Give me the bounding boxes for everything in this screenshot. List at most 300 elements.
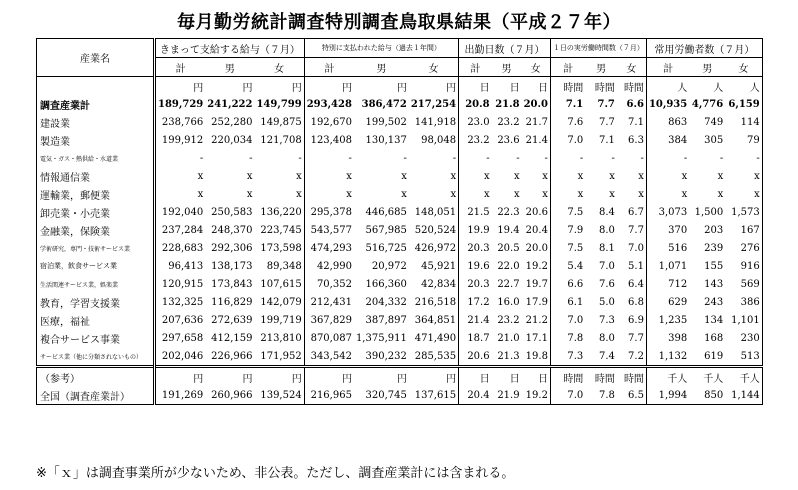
value-cell: 116,829	[211, 296, 253, 308]
table-row	[37, 113, 763, 131]
value-cell: 23.0	[467, 116, 490, 128]
value-cell: 107,615	[254, 275, 304, 293]
value-cell: 199,912	[155, 131, 206, 149]
unit-cell: 人	[725, 77, 762, 96]
value-cell: 7.8	[567, 332, 584, 344]
header-group: 出勤日数（７月）	[459, 39, 551, 58]
unit-cell: 時間	[594, 82, 615, 94]
header-sub: 女	[409, 58, 459, 77]
value-cell: 320,745	[354, 386, 409, 405]
value-cell: 98,048	[409, 131, 459, 149]
value-cell: 168	[704, 332, 724, 344]
value-cell: 202,046	[155, 347, 206, 367]
value-cell: x	[409, 167, 459, 185]
value-cell: 7.8	[585, 386, 617, 405]
header-group: １日の実労働時間数（７月）	[550, 39, 646, 58]
value-cell: 7.5	[567, 242, 584, 254]
table-row	[37, 275, 763, 293]
value-cell: 17.2	[467, 296, 490, 308]
value-cell: 386,472	[361, 98, 407, 110]
value-cell: 212,431	[310, 296, 352, 308]
header-sub: 計	[155, 58, 206, 77]
value-cell: 863	[668, 116, 688, 128]
value-cell: 223,745	[254, 221, 304, 239]
value-cell: 19.8	[522, 347, 551, 367]
value-cell: 21.2	[522, 311, 551, 329]
value-cell: 7.1	[598, 134, 615, 146]
value-cell: 367,829	[310, 314, 352, 326]
value-cell: 285,535	[409, 347, 459, 367]
row-label: 教育，学習支援業	[37, 293, 155, 311]
header-sub: 男	[205, 58, 254, 77]
value-cell: x	[246, 188, 253, 200]
value-cell: 513	[725, 347, 762, 367]
value-cell: 217,254	[409, 95, 459, 113]
value-cell: 446,685	[365, 206, 407, 218]
value-cell: 6.1	[567, 296, 584, 308]
value-cell: 22.7	[497, 278, 520, 290]
unit-cell: 千人	[689, 367, 725, 387]
value-cell: 7.6	[567, 116, 584, 128]
value-cell: x	[346, 188, 352, 200]
value-cell: 243	[704, 296, 724, 308]
value-cell: 619	[689, 347, 725, 367]
value-cell: 272,639	[211, 314, 253, 326]
unit-cell: 円	[409, 77, 459, 96]
value-cell: 166,360	[365, 278, 407, 290]
value-cell: -	[522, 149, 551, 167]
statistics-table	[36, 38, 763, 405]
value-cell: 474,293	[310, 242, 352, 254]
value-cell: 199,719	[254, 311, 304, 329]
unit-cell: 日	[509, 82, 520, 94]
value-cell: 148,051	[409, 203, 459, 221]
value-cell: 136,220	[254, 203, 304, 221]
value-cell: 305	[704, 134, 724, 146]
value-cell: 132,325	[155, 293, 206, 311]
unit-cell: 日	[479, 82, 490, 94]
unit-cell: 日	[522, 77, 551, 96]
value-cell: 6,159	[725, 95, 762, 113]
value-cell: 5.0	[598, 296, 615, 308]
value-cell: 248,370	[211, 224, 253, 236]
value-cell: 230	[725, 329, 762, 347]
row-label: 建設業	[37, 113, 155, 131]
table-row	[37, 239, 763, 257]
value-cell: x	[513, 188, 520, 200]
value-cell: 7.0	[567, 314, 584, 326]
value-cell: 207,636	[155, 311, 206, 329]
unit-cell: 時間	[550, 367, 585, 387]
value-cell: 171,952	[254, 347, 304, 367]
value-cell: x	[725, 185, 762, 203]
value-cell: 173,843	[211, 278, 253, 290]
value-cell: 239	[704, 242, 724, 254]
value-cell: 20.4	[459, 386, 492, 405]
value-cell: 7.2	[617, 347, 647, 367]
value-cell: 173,598	[254, 239, 304, 257]
value-cell: x	[522, 185, 551, 203]
value-cell: 120,915	[155, 275, 206, 293]
value-cell: x	[617, 185, 647, 203]
value-cell: 1,994	[646, 386, 689, 405]
value-cell: 42,834	[409, 275, 459, 293]
value-cell: 520,524	[409, 221, 459, 239]
value-cell: 21.0	[497, 332, 520, 344]
value-cell: 543,577	[310, 224, 352, 236]
value-cell: x	[609, 188, 615, 200]
value-cell: x	[401, 170, 407, 182]
header-sub: 計	[550, 58, 585, 77]
value-cell: 7.7	[617, 329, 647, 347]
row-label: 製造業	[37, 131, 155, 149]
header-sub: 男	[689, 58, 725, 77]
value-cell: 276	[725, 239, 762, 257]
value-cell: 6.6	[617, 95, 647, 113]
value-cell: 23.2	[497, 314, 520, 326]
value-cell: 22.3	[497, 206, 520, 218]
value-cell: 6.8	[617, 293, 647, 311]
value-cell: 89,348	[254, 257, 304, 275]
value-cell: 21.7	[522, 113, 551, 131]
value-cell: 712	[668, 278, 688, 290]
value-cell: -	[155, 149, 206, 167]
value-cell: 192,670	[310, 116, 352, 128]
unit-cell: 時間	[585, 367, 617, 387]
value-cell: 3,073	[658, 206, 688, 218]
value-cell: x	[155, 167, 206, 185]
row-label: 電気・ガス・熱供給・水道業	[37, 149, 155, 167]
value-cell: 21.4	[522, 131, 551, 149]
value-cell: x	[483, 188, 490, 200]
value-cell: -	[683, 152, 688, 164]
value-cell: 138,173	[211, 260, 253, 272]
value-cell: 21.4	[467, 314, 490, 326]
value-cell: 134	[704, 314, 724, 326]
value-cell: 191,269	[155, 386, 206, 405]
unit-cell: 円	[409, 367, 459, 387]
value-cell: 19.9	[467, 224, 490, 236]
value-cell: 20.0	[522, 239, 551, 257]
value-cell: 7.0	[567, 134, 584, 146]
header-sub: 女	[725, 58, 762, 77]
table-row	[37, 221, 763, 239]
header-sub: 女	[522, 58, 551, 77]
value-cell: -	[403, 152, 407, 164]
value-cell: -	[486, 152, 490, 164]
value-cell: x	[254, 167, 304, 185]
value-cell: 4,776	[691, 98, 724, 110]
unit-cell: 円	[155, 77, 206, 96]
unit-cell: 円	[341, 82, 352, 94]
value-cell: 204,332	[365, 296, 407, 308]
unit-cell: 人	[677, 82, 688, 94]
value-cell: x	[346, 170, 352, 182]
value-cell: 16.0	[497, 296, 520, 308]
value-cell: 6.6	[567, 278, 584, 290]
value-cell: 45,921	[409, 257, 459, 275]
value-cell: x	[254, 185, 304, 203]
value-cell: 1,132	[646, 347, 689, 367]
unit-cell: 時間	[617, 77, 647, 96]
unit-cell: 円	[304, 367, 354, 387]
value-cell: 167	[725, 221, 762, 239]
value-cell: x	[246, 170, 253, 182]
value-cell: 516	[668, 242, 688, 254]
value-cell: 20.6	[522, 203, 551, 221]
value-cell: 199,502	[365, 116, 407, 128]
value-cell: 17.9	[522, 293, 551, 311]
value-cell: 216,965	[304, 386, 354, 405]
header-sub: 女	[254, 58, 304, 77]
value-cell: 20.3	[467, 242, 490, 254]
value-cell: 20.4	[522, 221, 551, 239]
header-group: きまって支給する給与（７月）	[155, 39, 305, 58]
value-cell: 1,375,911	[355, 332, 407, 344]
header-sub: 男	[354, 58, 409, 77]
value-cell: 149,875	[254, 113, 304, 131]
value-cell: 114	[725, 113, 762, 131]
value-cell: 916	[725, 257, 762, 275]
header-sub: 計	[459, 58, 492, 77]
value-cell: 189,729	[155, 95, 206, 113]
value-cell: x	[522, 167, 551, 185]
value-cell: 1,500	[694, 206, 724, 218]
value-cell: 10,935	[648, 98, 688, 110]
row-label: 学術研究，専門・技術サービス業	[37, 239, 155, 257]
row-label: 複合サービス事業	[37, 329, 155, 347]
value-cell: 203	[704, 224, 724, 236]
value-cell: 19.6	[467, 260, 490, 272]
value-cell: 870,087	[310, 332, 352, 344]
header-sub: 女	[617, 58, 647, 77]
value-cell: 19.7	[522, 275, 551, 293]
value-cell: -	[409, 149, 459, 167]
value-cell: x	[483, 170, 490, 182]
value-cell: 228,683	[155, 239, 206, 257]
value-cell: 241,222	[207, 98, 253, 110]
value-cell: 6.5	[617, 386, 647, 405]
unit-cell: 円	[396, 82, 407, 94]
value-cell: 412,159	[211, 332, 253, 344]
table-row	[37, 257, 763, 275]
value-cell: 70,352	[316, 278, 352, 290]
value-cell: x	[725, 167, 762, 185]
value-cell: 21.9	[492, 386, 522, 405]
value-cell: 8.0	[598, 224, 615, 236]
value-cell: 471,490	[409, 329, 459, 347]
row-label: 宿泊業，飲食サービス業	[37, 257, 155, 275]
value-cell: 20.6	[459, 347, 492, 367]
footnote: ※「ｘ」は調査事業所が少ないため、非公表。ただし、調査産業計には含まれる。	[36, 466, 515, 481]
value-cell: x	[717, 170, 724, 182]
value-cell: -	[725, 149, 762, 167]
row-label: 医療，福祉	[37, 311, 155, 329]
value-cell: 250,583	[211, 206, 253, 218]
value-cell: 7.7	[598, 116, 615, 128]
row-label: 生活関連サービス業，娯楽業	[37, 275, 155, 293]
value-cell: 142,079	[254, 293, 304, 311]
row-label: 金融業，保険業	[37, 221, 155, 239]
value-cell: 387,897	[365, 314, 407, 326]
value-cell: 121,708	[254, 131, 304, 149]
value-cell: 7.7	[597, 98, 615, 110]
table-row	[37, 293, 763, 311]
value-cell: 7.1	[617, 113, 647, 131]
value-cell: 23.2	[497, 116, 520, 128]
reference-row-label: 全国（調査産業計）	[37, 386, 155, 405]
value-cell: 220,034	[211, 134, 253, 146]
value-cell: x	[401, 188, 407, 200]
value-cell: 260,966	[205, 386, 254, 405]
unit-cell: 円	[242, 82, 253, 94]
value-cell: 192,040	[155, 203, 206, 221]
value-cell: 23.2	[467, 134, 490, 146]
value-cell: 390,232	[354, 347, 409, 367]
value-cell: x	[409, 185, 459, 203]
value-cell: 1,235	[658, 314, 688, 326]
value-cell: -	[249, 152, 253, 164]
header-sub: 計	[646, 58, 689, 77]
value-cell: 1,144	[725, 386, 762, 405]
value-cell: 237,284	[155, 221, 206, 239]
value-cell: x	[617, 167, 647, 185]
row-label: 卸売業・小売業	[37, 203, 155, 221]
value-cell: 364,851	[409, 311, 459, 329]
value-cell: -	[516, 152, 520, 164]
value-cell: 149,799	[254, 95, 304, 113]
value-cell: 21.8	[495, 98, 520, 110]
row-label: 情報通信業	[37, 167, 155, 185]
header-sub: 計	[304, 58, 354, 77]
value-cell: 21.3	[492, 347, 522, 367]
value-cell: 7.0	[550, 386, 585, 405]
value-cell: 292,306	[211, 242, 253, 254]
value-cell: 5.1	[617, 257, 647, 275]
value-cell: 7.0	[617, 239, 647, 257]
value-cell: 7.7	[617, 221, 647, 239]
value-cell: 7.3	[598, 314, 615, 326]
value-cell: 123,408	[310, 134, 352, 146]
header-sub: 男	[585, 58, 617, 77]
value-cell: 20.5	[497, 242, 520, 254]
blank-cell	[37, 77, 155, 96]
unit-cell: 時間	[617, 367, 647, 387]
value-cell: 8.1	[598, 242, 615, 254]
unit-cell: 円	[254, 77, 304, 96]
value-cell: 1,573	[725, 203, 762, 221]
value-cell: 343,542	[304, 347, 354, 367]
table-row	[37, 185, 763, 203]
header-group: 常用労働者数（７月）	[646, 39, 762, 58]
value-cell: 19.4	[497, 224, 520, 236]
row-label: 調査産業計	[37, 95, 155, 113]
value-cell: 20.8	[465, 98, 490, 110]
table-row	[37, 131, 763, 149]
value-cell: 7.5	[567, 206, 584, 218]
value-cell: 96,413	[155, 257, 206, 275]
value-cell: 17.1	[522, 329, 551, 347]
value-cell: 629	[668, 296, 688, 308]
value-cell: 226,966	[205, 347, 254, 367]
value-cell: 137,615	[409, 386, 459, 405]
value-cell: 252,280	[211, 116, 253, 128]
value-cell: 850	[689, 386, 725, 405]
value-cell: 7.3	[550, 347, 585, 367]
value-cell: x	[717, 188, 724, 200]
value-cell: 141,918	[409, 113, 459, 131]
value-cell: 7.0	[598, 260, 615, 272]
value-cell: 384	[668, 134, 688, 146]
value-cell: 8.0	[598, 332, 615, 344]
value-cell: 21.5	[467, 206, 490, 218]
value-cell: 1,071	[658, 260, 688, 272]
table-row	[37, 203, 763, 221]
value-cell: 18.7	[467, 332, 490, 344]
row-label: 運輸業，郵便業	[37, 185, 155, 203]
value-cell: 238,766	[155, 113, 206, 131]
reference-label: （参考）	[37, 367, 155, 387]
value-cell: 7.4	[585, 347, 617, 367]
value-cell: 5.4	[567, 260, 584, 272]
unit-cell: 円	[155, 367, 206, 387]
value-cell: 8.4	[598, 206, 615, 218]
value-cell: 516,725	[365, 242, 407, 254]
value-cell: x	[577, 170, 584, 182]
value-cell: 1,101	[725, 311, 762, 329]
value-cell: 7.1	[565, 98, 584, 110]
value-cell: x	[155, 185, 206, 203]
value-cell: 79	[725, 131, 762, 149]
unit-cell: 時間	[563, 82, 584, 94]
value-cell: 6.7	[617, 203, 647, 221]
value-cell: -	[579, 152, 584, 164]
value-cell: 398	[668, 332, 688, 344]
table-row	[37, 347, 763, 367]
value-cell: 19.2	[522, 386, 551, 405]
value-cell: x	[681, 188, 688, 200]
value-cell: 22.0	[497, 260, 520, 272]
value-cell: x	[609, 170, 615, 182]
value-cell: 7.6	[598, 278, 615, 290]
value-cell: 297,658	[155, 329, 206, 347]
value-cell: 20.3	[467, 278, 490, 290]
value-cell: 143	[704, 278, 724, 290]
value-cell: 23.6	[497, 134, 520, 146]
value-cell: -	[719, 152, 724, 164]
page-title: 毎月勤労統計調査特別調査鳥取県結果（平成２７年）	[177, 12, 621, 33]
value-cell: 293,428	[306, 98, 352, 110]
unit-cell: 千人	[725, 367, 762, 387]
value-cell: 19.2	[522, 257, 551, 275]
unit-cell: 日	[522, 367, 551, 387]
row-label: サービス業（他に分類されないもの）	[37, 347, 155, 367]
value-cell: 216,518	[409, 293, 459, 311]
value-cell: 567,985	[365, 224, 407, 236]
table-row	[37, 311, 763, 329]
value-cell: 130,137	[365, 134, 407, 146]
value-cell: 6.9	[617, 311, 647, 329]
unit-cell: 日	[492, 367, 522, 387]
value-cell: 213,810	[254, 329, 304, 347]
value-cell: 370	[668, 224, 688, 236]
value-cell: 749	[704, 116, 724, 128]
unit-cell: 人	[713, 82, 724, 94]
value-cell: 569	[725, 275, 762, 293]
table-row	[37, 149, 763, 167]
value-cell: 295,378	[310, 206, 352, 218]
value-cell: 20.0	[522, 95, 551, 113]
